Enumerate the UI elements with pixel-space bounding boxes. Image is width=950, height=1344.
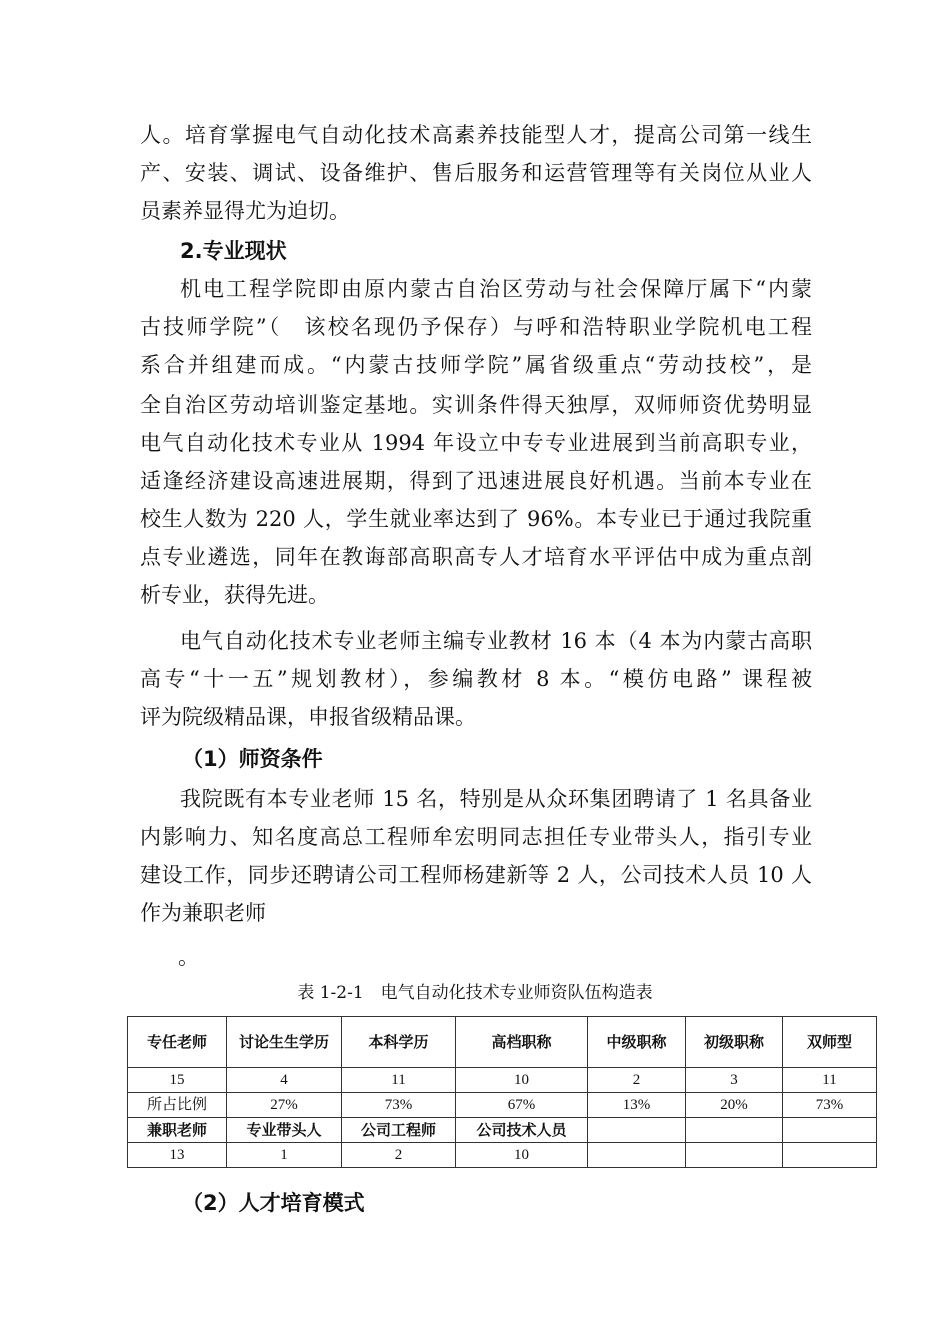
table-cell: 2 [342,1143,456,1168]
table-row [128,1093,877,1118]
table-cell: 27% [227,1093,342,1118]
table-header-cell: 初级职称 [686,1017,783,1068]
table-header-cell: 专业带头人 [227,1118,342,1143]
table-row [128,1068,877,1093]
table-cell: 20% [686,1093,783,1118]
body-text-line: 机电工程学院即由原内蒙古自治区劳动与社会保障厅属下“内蒙 [180,277,812,301]
body-text-line: 评为院级精品课，申报省级精品课。 [140,705,476,729]
table-cell: 13 [128,1143,227,1168]
body-text-line: 点专业遴选，同年在教诲部高职高专人才培育水平评估中成为重点剖 [140,545,812,569]
table-caption: 表 1-2-1 电气自动化技术专业师资队伍构造表 [297,983,653,1003]
table-header-row [128,1017,877,1068]
table-header-cell: 讨论生生学历 [227,1017,342,1068]
table-header-cell: 高档职称 [456,1017,588,1068]
table-cell [686,1143,783,1168]
body-text-line: 析专业，获得先进。 [140,583,329,607]
table-cell: 10 [456,1068,588,1093]
stray-punctuation: 。 [178,945,199,969]
table-cell: 73% [342,1093,456,1118]
body-text-line: 内影响力、知名度高总工程师牟宏明同志担任专业带头人，指引专业 [140,825,812,849]
table-header-cell: 本科学历 [342,1017,456,1068]
table-header-cell [588,1118,686,1143]
body-text-line: 建设工作，同步还聘请公司工程师杨建新等 2 人，公司技术人员 10 人 [140,863,812,887]
body-text-line: 校生人数为 220 人，学生就业率达到了 96%。本专业已于通过我院重 [140,507,812,531]
table-header-cell: 中级职称 [588,1017,686,1068]
body-text-line: 作为兼职老师 [140,901,266,925]
body-text-line: 适逢经济建设高速进展期，得到了迅速进展良好机遇。当前本专业在 [140,469,812,493]
section-heading: 2.专业现状 [180,239,287,263]
body-text-line: 员素养显得尤为迫切。 [140,199,350,223]
body-text-line: 全自治区劳动培训鉴定基地。实训条件得天独厚，双师师资优势明显 [140,393,812,417]
table-row [128,1143,877,1168]
table-cell: 73% [783,1093,877,1118]
table-header-row [128,1118,877,1143]
table-cell: 15 [128,1068,227,1093]
table-cell: 3 [686,1068,783,1093]
table-header-cell [783,1118,877,1143]
table-header-cell: 双师型 [783,1017,877,1068]
table-cell: 11 [783,1068,877,1093]
table-cell [588,1143,686,1168]
subheading-faculty: （1）师资条件 [182,747,323,771]
table-cell: 1 [227,1143,342,1168]
table-cell: 4 [227,1068,342,1093]
faculty-structure-table [127,1016,877,1168]
table-cell: 所占比例 [128,1093,227,1118]
body-text-line: 我院既有本专业老师 15 名，特别是从众环集团聘请了 1 名具备业 [180,787,812,811]
body-text-line: 产、安装、调试、设备维护、售后服务和运营管理等有关岗位从业人 [140,161,812,185]
body-text-line: 电气自动化技术专业老师主编专业教材 16 本（4 本为内蒙古高职 [180,629,812,653]
body-text-line: 高专“十一五”规划教材），参编教材 8 本。“模仿电路” 课程被 [140,667,812,691]
table-cell: 11 [342,1068,456,1093]
body-text-line: 古技师学院”（ 该校名现仍予保存）与呼和浩特职业学院机电工程 [140,315,812,339]
table-header-cell [686,1118,783,1143]
table-header-cell: 兼职老师 [128,1118,227,1143]
table-cell [783,1143,877,1168]
subheading-training-model: （2）人才培育模式 [182,1191,365,1215]
body-text-line: 人。培育掌握电气自动化技术高素养技能型人才，提高公司第一线生 [140,123,812,147]
body-text-line: 电气自动化技术专业从 1994 年设立中专专业进展到当前高职专业， [140,431,812,455]
table-cell: 2 [588,1068,686,1093]
table-header-cell: 公司技术人员 [456,1118,588,1143]
table-header-cell: 专任老师 [128,1017,227,1068]
table-header-cell: 公司工程师 [342,1118,456,1143]
table-cell: 67% [456,1093,588,1118]
table-cell: 10 [456,1143,588,1168]
body-text-line: 系合并组建而成。“内蒙古技师学院”属省级重点“劳动技校”，是 [140,353,812,377]
table-cell: 13% [588,1093,686,1118]
